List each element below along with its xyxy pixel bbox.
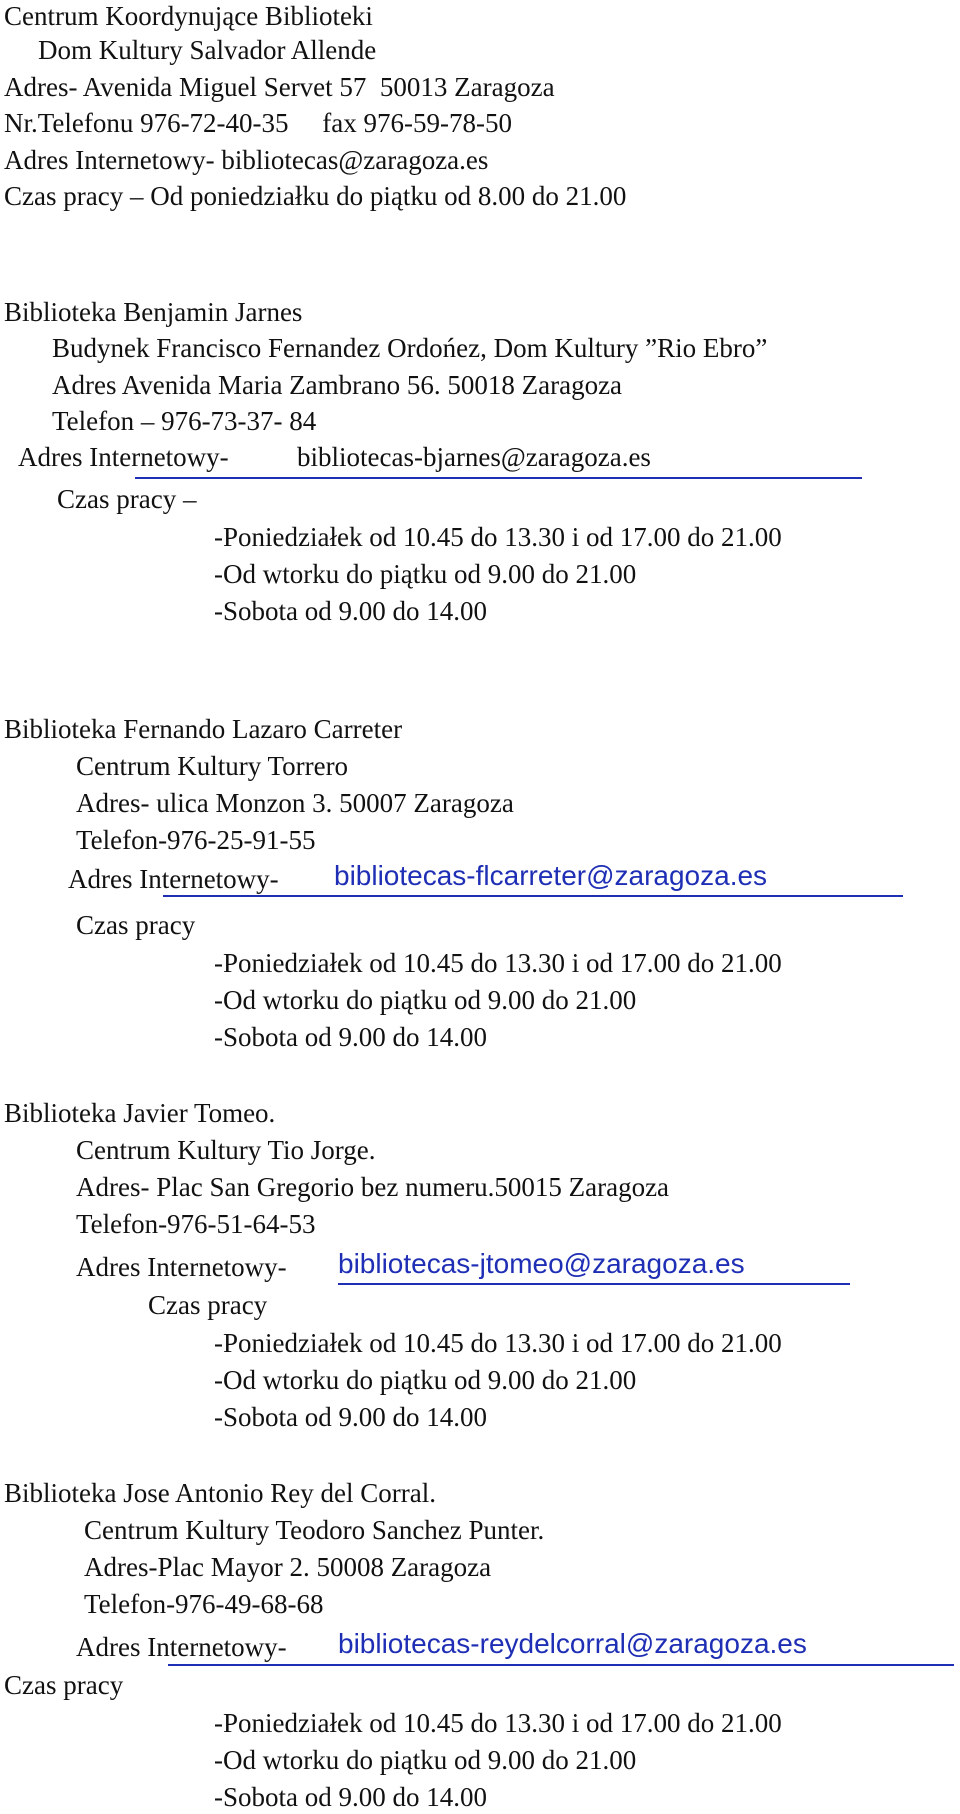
hours-monday: -Poniedziałek od 10.45 do 13.30 i od 17.00 do 21.00 bbox=[214, 522, 782, 552]
hours-label: Czas pracy – bbox=[57, 484, 197, 514]
hours-tue-fri: -Od wtorku do piątku od 9.00 do 21.00 bbox=[214, 1745, 637, 1775]
email-link[interactable]: bibliotecas-bjarnes@zaragoza.es bbox=[297, 442, 651, 472]
library-building: Centrum Kultury Teodoro Sanchez Punter. bbox=[84, 1515, 545, 1545]
hours-monday: -Poniedziałek od 10.45 do 13.30 i od 17.00 do 21.00 bbox=[214, 1708, 782, 1738]
library-phone: Telefon – 976-73-37- 84 bbox=[52, 406, 317, 436]
email-label: Adres Internetowy- bbox=[76, 1632, 287, 1662]
hours-saturday: -Sobota od 9.00 do 14.00 bbox=[214, 1782, 487, 1812]
hours-tue-fri: -Od wtorku do piątku od 9.00 do 21.00 bbox=[214, 559, 637, 589]
hours-saturday: -Sobota od 9.00 do 14.00 bbox=[214, 1022, 487, 1052]
center-email[interactable]: Adres Internetowy- bibliotecas@zaragoza.es bbox=[4, 145, 489, 175]
email-underline bbox=[135, 477, 862, 479]
hours-label: Czas pracy bbox=[148, 1290, 268, 1320]
hours-tue-fri: -Od wtorku do piątku od 9.00 do 21.00 bbox=[214, 1365, 637, 1395]
email-link[interactable]: bibliotecas-reydelcorral@zaragoza.es bbox=[338, 1628, 807, 1659]
library-phone: Telefon-976-51-64-53 bbox=[76, 1209, 316, 1239]
library-building: Budynek Francisco Fernandez Ordońez, Dom Kultury ”Rio Ebro” bbox=[52, 333, 768, 363]
library-building: Centrum Kultury Torrero bbox=[76, 751, 349, 781]
library-address: Adres Avenida Maria Zambrano 56. 50018 Zaragoza bbox=[52, 370, 623, 400]
email-underline bbox=[338, 1283, 850, 1285]
center-phone: Nr.Telefonu 976-72-40-35 fax 976-59-78-50 bbox=[4, 108, 512, 138]
library-phone: Telefon-976-49-68-68 bbox=[84, 1589, 324, 1619]
email-underline bbox=[168, 1664, 954, 1666]
email-underline bbox=[163, 895, 903, 897]
library-name: Biblioteka Fernando Lazaro Carreter bbox=[4, 714, 403, 744]
hours-tue-fri: -Od wtorku do piątku od 9.00 do 21.00 bbox=[214, 985, 637, 1015]
library-name: Biblioteka Jose Antonio Rey del Corral. bbox=[4, 1478, 436, 1508]
center-hours: Czas pracy – Od poniedziałku do piątku od 8.00 do 21.00 bbox=[4, 181, 627, 211]
library-address: Adres- Plac San Gregorio bez numeru.50015 Zaragoza bbox=[76, 1172, 670, 1202]
hours-label: Czas pracy bbox=[76, 910, 196, 940]
center-title: Centrum Koordynujące Biblioteki bbox=[4, 1, 373, 31]
hours-monday: -Poniedziałek od 10.45 do 13.30 i od 17.00 do 21.00 bbox=[214, 948, 782, 978]
center-building: Dom Kultury Salvador Allende bbox=[38, 35, 377, 65]
hours-saturday: -Sobota od 9.00 do 14.00 bbox=[214, 596, 487, 626]
hours-saturday: -Sobota od 9.00 do 14.00 bbox=[214, 1402, 487, 1432]
email-label: Adres Internetowy- bbox=[18, 442, 229, 472]
library-phone: Telefon-976-25-91-55 bbox=[76, 825, 316, 855]
library-address: Adres- ulica Monzon 3. 50007 Zaragoza bbox=[76, 788, 514, 818]
email-label: Adres Internetowy- bbox=[68, 864, 279, 894]
email-link[interactable]: bibliotecas-flcarreter@zaragoza.es bbox=[334, 860, 768, 891]
library-name: Biblioteka Javier Tomeo. bbox=[4, 1098, 276, 1128]
email-label: Adres Internetowy- bbox=[76, 1252, 287, 1282]
library-address: Adres-Plac Mayor 2. 50008 Zaragoza bbox=[84, 1552, 492, 1582]
hours-monday: -Poniedziałek od 10.45 do 13.30 i od 17.00 do 21.00 bbox=[214, 1328, 782, 1358]
library-building: Centrum Kultury Tio Jorge. bbox=[76, 1135, 376, 1165]
email-link[interactable]: bibliotecas-jtomeo@zaragoza.es bbox=[338, 1248, 745, 1279]
center-address: Adres- Avenida Miguel Servet 57 50013 Zaragoza bbox=[4, 72, 555, 102]
hours-label: Czas pracy bbox=[4, 1670, 124, 1700]
library-name: Biblioteka Benjamin Jarnes bbox=[4, 297, 303, 327]
